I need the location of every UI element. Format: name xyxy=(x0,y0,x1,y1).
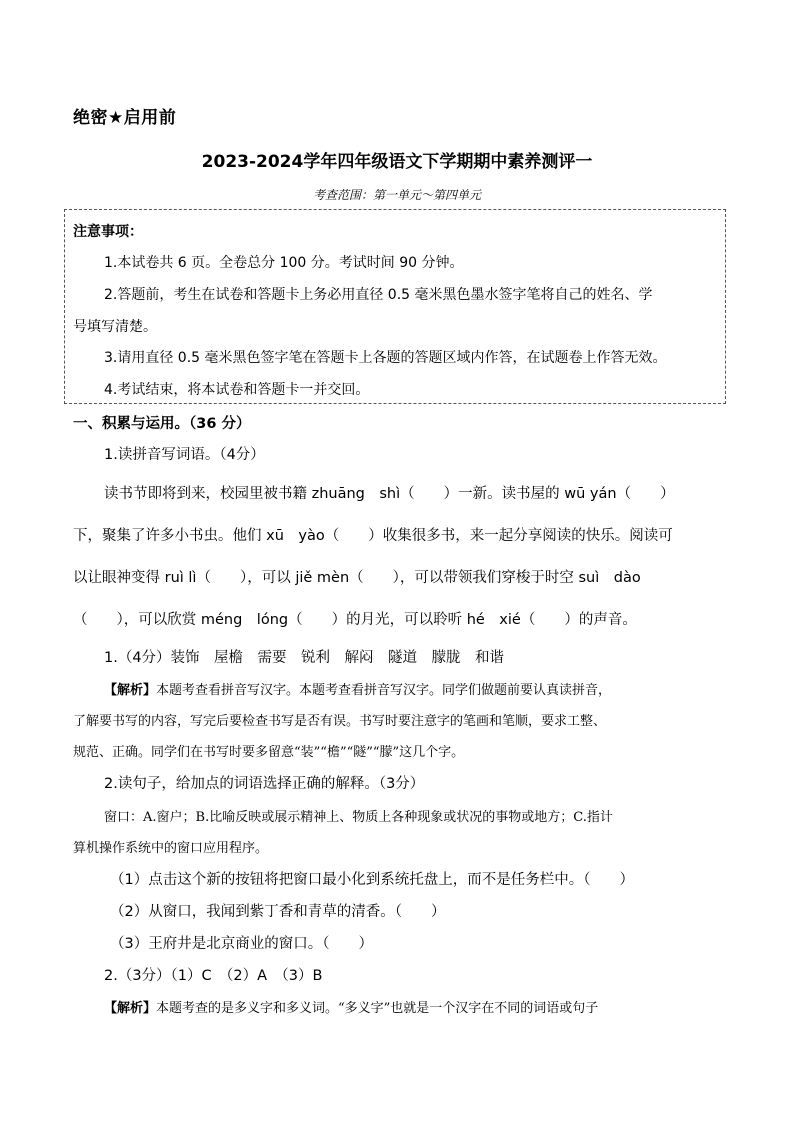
definition-line-2: 算机操作系统中的窗口应用程序。 xyxy=(73,841,269,856)
question-1-prompt: 1.读拼音写词语。（4分） xyxy=(104,447,265,463)
exam-scope: 考查范围：第一单元～第四单元 xyxy=(312,188,481,202)
question-1-line-2: 下，聚集了许多小书虫。他们 xū yào（ ）收集很多书，来一起分享阅读的快乐。阅读可 xyxy=(73,528,673,544)
analysis-text: 本题考查的是多义字和多义词。“多义字”也就是一个汉字在不同的词语或句子 xyxy=(156,1001,599,1016)
notice-item-1: 1.本试卷共 6 页。全卷总分 100 分。考试时间 90 分钟。 xyxy=(104,255,464,271)
analysis-tag: 【解析】 xyxy=(104,683,157,698)
section-heading: 一、积累与运用。（36 分） xyxy=(73,416,251,432)
confidential-mark: 绝密★启用前 xyxy=(73,108,177,128)
notice-box xyxy=(64,209,726,404)
question-2-prompt: 2.读句子，给加点的词语选择正确的解释。（3分） xyxy=(104,776,425,792)
question-1-line-1: 读书节即将到来，校园里被书籍 zhuāng shì（ ）一新。读书屋的 wū yán（ ） xyxy=(104,486,675,502)
answer-1: 1.（4分）装饰 屋檐 需要 锐利 解闷 隧道 朦胧 和谐 xyxy=(104,650,505,666)
notice-heading: 注意事项： xyxy=(73,224,143,240)
sentence-3: （3）王府井是北京商业的窗口。（ ） xyxy=(110,936,373,952)
analysis-1-line-1 xyxy=(104,679,611,698)
analysis-1-line-3: 规范、正确。同学们在书写时要多留意“装”“檐”“隧”“朦”这几个字。 xyxy=(73,745,465,760)
analysis-2-line-1 xyxy=(104,997,598,1016)
analysis-tag: 【解析】 xyxy=(104,1001,157,1016)
page-title: 2023-2024学年四年级语文下学期期中素养测评一 xyxy=(201,152,593,172)
definition-line-1: 窗口：A.窗户；B.比喻反映或展示精神上、物质上各种现象或状况的事物或地方；C.指计 xyxy=(104,810,613,825)
notice-item-3: 3.请用直径 0.5 毫米黑色签字笔在答题卡上各题的答题区域内作答，在试题卷上作答无效。 xyxy=(104,350,667,366)
analysis-1-line-2: 了解要书写的内容，写完后要检查书写是否有误。书写时要注意字的笔画和笔顺，要求工整、 xyxy=(73,714,607,729)
notice-item-2-cont: 号填写清楚。 xyxy=(73,319,157,335)
answer-2: 2.（3分）（1）C （2）A （3）B xyxy=(104,968,323,984)
sentence-1: （1）点击这个新的按钮将把窗口最小化到系统托盘上，而不是任务栏中。（ ） xyxy=(110,872,634,888)
analysis-text: 本题考查看拼音写汉字。本题考查看拼音写汉字。同学们做题前要认真读拼音， xyxy=(156,683,612,698)
question-1-line-4: （ ），可以欣赏 méng lóng（ ）的月光，可以聆听 hé xié（ ）的声音。 xyxy=(73,612,637,628)
question-1-line-3: 以让眼神变得 ruì lì（ ），可以 jiě mèn（ ），可以带领我们穿梭于时空 suì dào xyxy=(73,570,641,586)
notice-item-4: 4.考试结束，将本试卷和答题卡一并交回。 xyxy=(104,382,370,398)
sentence-2: （2）从窗口，我闻到紫丁香和青草的清香。（ ） xyxy=(110,904,446,920)
notice-item-2: 2.答题前，考生在试卷和答题卡上务必用直径 0.5 毫米黑色墨水签字笔将自己的姓名、学 xyxy=(104,287,653,303)
